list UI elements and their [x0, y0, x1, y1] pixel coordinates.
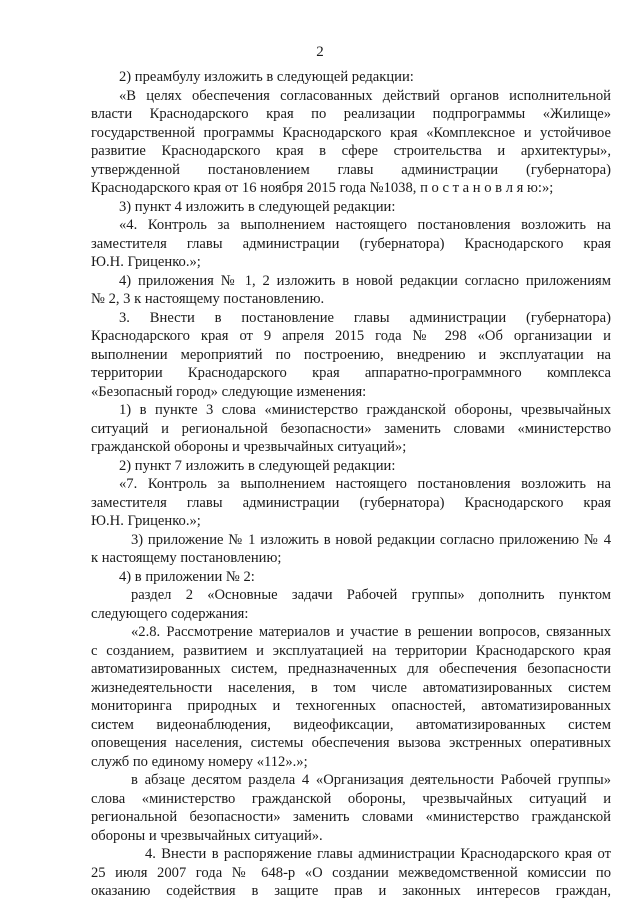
text-line: автоматизированных систем, предназначенных для обеспечения безопасности [91, 661, 611, 677]
text-line: слова «министерство гражданской обороны, чрезвычайных ситуаций и [91, 790, 611, 807]
text-line: 25 июля 2007 года № 648-р «О создании межведомственной комиссии по [91, 864, 611, 881]
text-line: ситуаций и региональной безопасности» заменить словами «министерство [91, 420, 611, 437]
text-line: в абзаце десятом раздела 4 «Организация деятельности Рабочей группы» [131, 772, 611, 788]
text-line: оказанию содействия в защите прав и законных интересов граждан, [91, 883, 611, 899]
text-line: 1) в пункте 3 слова «министерство гражданской обороны, чрезвычайных [119, 402, 611, 418]
text-line: Краснодарского края от 9 апреля 2015 года № 298 «Об организации и [91, 328, 611, 344]
text-line: «Безопасный город» следующие изменения: [91, 383, 367, 400]
text-line: региональной безопасности» заменить словами «министерство гражданской [91, 809, 611, 825]
text-line: № 2, 3 к настоящему постановлению. [91, 291, 325, 307]
text-line: «7. Контроль за выполнением настоящего постановления возложить на [119, 476, 611, 492]
text-line: систем видеонаблюдения, видеофиксации, автоматизированных систем [91, 716, 611, 733]
text-line: Ю.Н. Гриценко.»; [91, 254, 201, 270]
text-line: государственной программы Краснодарского края «Комплексное и устойчивое [91, 124, 611, 141]
text-line: заместителя главы администрации (губернатора) Краснодарского края [91, 494, 611, 511]
text-line: 2) пункт 7 изложить в следующей редакции: [119, 457, 396, 474]
text-line: утвержденной постановлением главы администрации (губернатора) [91, 161, 611, 178]
text-line: раздел 2 «Основные задачи Рабочей группы» дополнить пунктом [131, 587, 611, 603]
text-line: 3) пункт 4 изложить в следующей редакции: [119, 198, 396, 215]
text-line: заместителя главы администрации (губернатора) Краснодарского края [91, 235, 611, 252]
text-line: 2) преамбулу изложить в следующей редакции: [119, 69, 414, 85]
text-line: 4. Внести в распоряжение главы администрации Краснодарского края от [145, 846, 611, 862]
text-line: 4) приложения № 1, 2 изложить в новой редакции согласно приложениям [119, 272, 611, 289]
text-line: мониторинга природных и техногенных опасностей, автоматизированных [91, 698, 611, 714]
text-line: 3. Внести в постановление главы администрации (губернатора) [119, 309, 611, 326]
page-number: 2 [316, 44, 324, 60]
text-line: власти Краснодарского края по реализации подпрограммы «Жилище» [91, 106, 611, 122]
text-line: жизнедеятельности населения, в том числе автоматизированных систем [91, 679, 611, 696]
text-line: «4. Контроль за выполнением настоящего постановления возложить на [119, 217, 611, 233]
text-line: «В целях обеспечения согласованных действий органов исполнительной [119, 87, 611, 104]
text-line: территории Краснодарского края аппаратно-программного комплекса [91, 365, 611, 381]
document-body [91, 68, 611, 901]
text-line: к настоящему постановлению; [91, 550, 282, 566]
text-line: следующего содержания: [91, 605, 249, 622]
text-line: обороны и чрезвычайных ситуаций». [91, 827, 323, 844]
text-line: 4) в приложении № 2: [119, 568, 255, 585]
text-line: 3) приложение № 1 изложить в новой редакции согласно приложению № 4 [131, 531, 611, 548]
text-line: гражданской обороны и чрезвычайных ситуаций»; [91, 439, 407, 455]
text-line: служб по единому номеру «112».»; [91, 753, 308, 770]
text-line: оповещения населения, системы обеспечения вызова экстренных оперативных [91, 735, 611, 751]
text-line: «2.8. Рассмотрение материалов и участие в решении вопросов, связанных [131, 624, 611, 640]
text-line: развитие Краснодарского края в сфере строительства и архитектуры», [91, 143, 611, 159]
text-line: выполнении мероприятий по построению, внедрению и эксплуатации на [91, 346, 611, 363]
text-line: с созданием, развитием и эксплуатацией на территории Краснодарского края [91, 642, 611, 659]
text-line: Краснодарского края от 16 ноября 2015 года №1038, п о с т а н о в л я ю:»; [91, 180, 554, 196]
text-line: Ю.Н. Гриценко.»; [91, 513, 201, 529]
